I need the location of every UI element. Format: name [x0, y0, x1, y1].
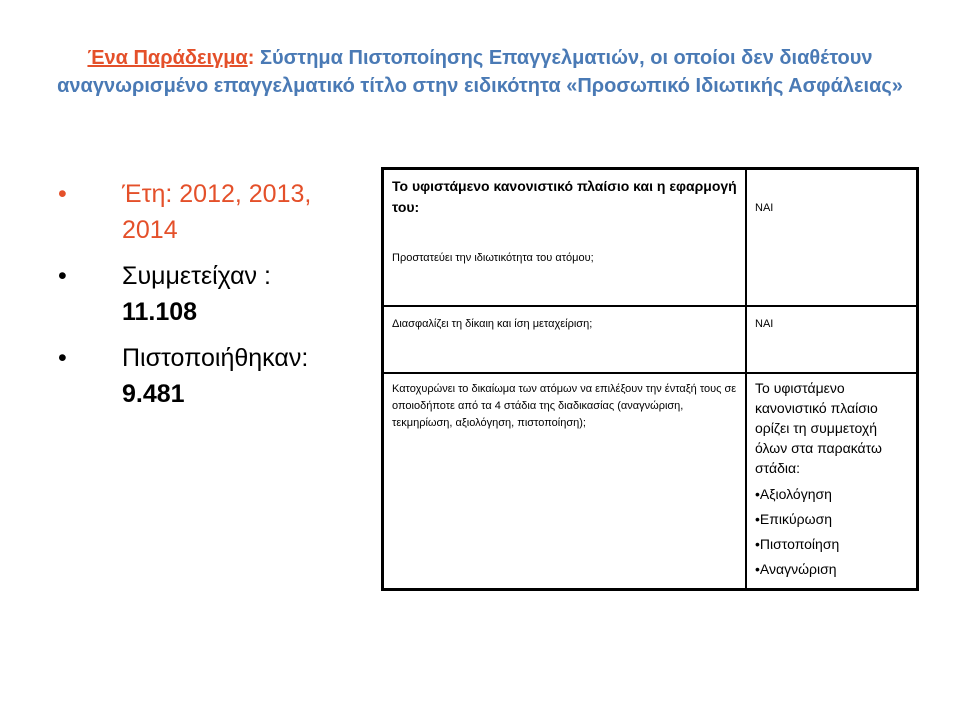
answer-rights-text: Το υφιστάμενο κανονιστικό πλαίσιο ορίζει τη συμμετοχή όλων στα παρακάτω στάδια:: [755, 379, 882, 476]
title-colon: :: [247, 47, 255, 69]
bullet-participants: [52, 258, 362, 330]
question-cell: [383, 169, 747, 306]
answer-cell: [746, 306, 918, 373]
answer-privacy: ΝΑΙ: [755, 202, 774, 214]
stage-item: • Πιστοποίηση: [755, 532, 908, 557]
table-row: [383, 306, 918, 373]
question-cell: [383, 306, 747, 373]
bullet-dot: •: [58, 262, 67, 290]
stages-list: [755, 482, 908, 582]
title-text: Σύστημα Πιστοποίησης Επαγγελματιών, οι οποίοι δεν διαθέτουν αναγνωρισμένο επαγγελματικό τίτλο στην ειδικότητα «Προσωπικό Ιδιωτικής Ασφάλειας»: [57, 47, 903, 97]
certified-label: Πιστοποιήθηκαν:: [122, 344, 309, 372]
table-row: [383, 169, 918, 306]
stage-item: • Αξιολόγηση: [755, 482, 908, 507]
question-privacy: Προστατεύει την ιδιωτικότητα του ατόμου;: [392, 252, 594, 264]
bullet-list: [52, 176, 362, 422]
title-lead: Ένα Παράδειγμα: [87, 47, 248, 69]
question-fairness: Διασφαλίζει τη δίκαιη και ίση μεταχείριση;: [392, 317, 593, 330]
bullet-certified: [52, 340, 362, 412]
table-heading: Το υφιστάμενο κανονιστικό πλαίσιο και η εφαρμογή του:: [392, 178, 737, 215]
slide-title: [40, 44, 920, 100]
stage-item: • Επικύρωση: [755, 507, 908, 532]
bullet-dot: •: [58, 344, 67, 372]
stage-item: • Αναγνώριση: [755, 557, 908, 582]
table-row: [383, 373, 918, 590]
participants-label: Συμμετείχαν :: [122, 262, 271, 290]
question-rights: Κατοχυρώνει το δικαίωμα των ατόμων να επιλέξουν την ένταξή τους σε οποιοδήποτε από τα 4 στάδια της διαδικασίας (αναγνώριση, τεκμηρίωση, αξιολόγηση, πιστοποίηση);: [392, 382, 737, 429]
certified-value: 9.481: [122, 380, 185, 408]
answer-fairness: ΝΑΙ: [755, 317, 774, 330]
criteria-table: [381, 167, 919, 591]
answer-cell: [746, 169, 918, 306]
bullet-dot: •: [58, 180, 67, 208]
question-cell: [383, 373, 747, 590]
participants-value: 11.108: [122, 298, 198, 326]
answer-cell: [746, 373, 918, 590]
years-text: Έτη: 2012, 2013, 2014: [122, 180, 312, 244]
bullet-years: [52, 176, 362, 248]
